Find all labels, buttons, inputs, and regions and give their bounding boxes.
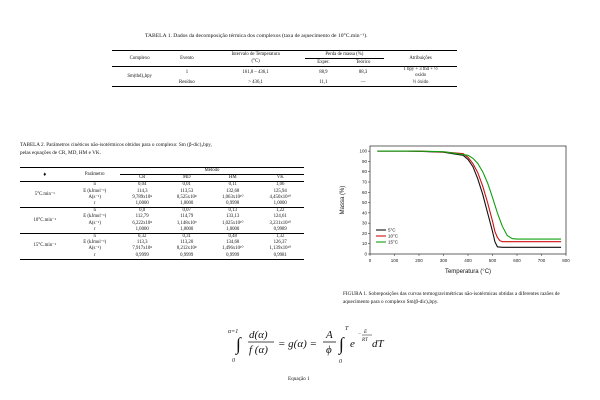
- t2-cell-vk: 4,450x10¹⁰: [269, 194, 291, 200]
- svg-text:−: −: [358, 332, 362, 337]
- t1-header-evento: Evento: [180, 55, 194, 61]
- x-axis-label: Temperatura (°C): [444, 269, 492, 275]
- t2-header-hm: HM: [228, 175, 237, 181]
- t1-header-teorico: Teórico: [355, 59, 371, 65]
- t2-cell-cr: 114,3: [136, 188, 148, 194]
- t2-cell-hm: 134,68: [226, 240, 240, 246]
- t1-header-complexo: Complexo: [129, 55, 150, 61]
- t2-cell-param: r: [93, 252, 96, 258]
- t2-cell-vk: 1,0000: [273, 201, 287, 207]
- t1-header-intervalo-unit: (°C): [251, 59, 260, 65]
- t1-header-perda: Perda de massa (%): [305, 51, 384, 59]
- y-tick-label: 0: [364, 251, 367, 257]
- svg-text:0: 0: [339, 359, 342, 365]
- y-tick-label: 80: [361, 169, 367, 175]
- t2-header-metodo: Método: [120, 168, 304, 175]
- t2-header-cr: CR: [138, 175, 146, 181]
- t1-cell-exper: 11,1: [319, 79, 328, 85]
- x-tick-label: 400: [464, 258, 472, 263]
- table2-caption-line1: TABELA 2. Parâmetros cinéticos não-isotérmicos obtidos para o complexo: Sm (β-dic)₃bpy,: [20, 142, 212, 148]
- series-line-2: [377, 151, 561, 239]
- x-tick-label: 200: [415, 258, 423, 263]
- legend-label-2: 15°C: [388, 239, 399, 245]
- table-row: [20, 182, 304, 189]
- t2-cell-hm: 0,9999: [226, 252, 240, 258]
- y-tick-label: 70: [361, 179, 367, 185]
- t2-cell-param: n: [93, 208, 96, 214]
- t2-cell-param: r: [93, 201, 96, 207]
- t2-cell-vk: 3,231x10¹⁰: [269, 220, 291, 226]
- t2-cell-cr: 1,0000: [135, 226, 149, 232]
- t2-header-vk: VK: [276, 175, 284, 181]
- t1-cell-evento: Resíduo: [179, 79, 195, 85]
- y-tick-label: 90: [361, 158, 367, 164]
- t2-cell-cr: 7,917x10⁸: [132, 246, 153, 252]
- t2-cell-cr: 112,79: [135, 214, 149, 220]
- y-axis-label: Massa (%): [340, 185, 346, 215]
- t2-cell-hm: 1,496x10¹⁰: [222, 246, 244, 252]
- t2-cell-cr: 1,0000: [135, 201, 149, 207]
- t2-cell-hm: 132,68: [226, 188, 240, 194]
- svg-text:α=1: α=1: [228, 329, 239, 335]
- t2-cell-md: 0,07: [182, 208, 191, 214]
- t2-header-parametro: Parâmetro: [84, 171, 105, 177]
- t2-cell-param: A(s⁻¹): [88, 246, 101, 252]
- t2-cell-hm: 1,0000: [226, 226, 240, 232]
- y-tick-label: 100: [359, 148, 367, 154]
- t2-cell-md: 1,0000: [180, 226, 194, 232]
- x-tick-label: 700: [537, 258, 546, 263]
- y-tick-label: 10: [361, 241, 367, 247]
- t2-cell-hm: 0,13: [228, 208, 237, 214]
- t1-header-intervalo: Intervalo de Temperatura: [231, 51, 280, 57]
- t2-group-label: 5°C.min⁻¹: [34, 191, 55, 197]
- svg-text:ϕ: ϕ: [326, 344, 332, 356]
- t2-cell-md: 0,9999: [180, 252, 194, 258]
- tga-chart-svg: [334, 140, 578, 285]
- t2-cell-param: n: [93, 233, 96, 239]
- table1-caption: TABELA 1. Dados da decomposição térmica dos complexos (taxa de aquecimento de 10°C.min⁻¹).: [145, 33, 368, 39]
- t1-cell-intervalo: 161,8 – 436,1: [242, 70, 269, 75]
- t1-atrib-line2: oxido: [415, 73, 427, 78]
- t1-cell-complexo: Sm(thd)₃bpy: [127, 73, 152, 79]
- t2-cell-vk: 0,9981: [273, 252, 287, 258]
- t2-cell-hm: 1,063x10¹⁰: [222, 194, 244, 200]
- svg-text:d(α): d(α): [249, 329, 268, 341]
- t2-cell-vk: 1,06: [276, 182, 285, 188]
- x-tick-label: 100: [390, 258, 399, 263]
- table-row: [20, 208, 304, 215]
- equation-label: Equação 1: [288, 376, 310, 382]
- y-tick-label: 50: [361, 200, 367, 206]
- t1-cell-atrib: [384, 67, 457, 80]
- t2-cell-hm: 0,48: [228, 233, 237, 239]
- series-line-0: [377, 151, 561, 247]
- x-tick-label: 500: [488, 258, 497, 263]
- t2-cell-cr: 0,32: [137, 233, 147, 239]
- t2-cell-hm: 1,025x10¹⁰: [222, 220, 244, 226]
- svg-text:RT: RT: [362, 338, 368, 343]
- t1-cell-teorico: —: [360, 79, 366, 85]
- t2-cell-vk: 125,94: [273, 188, 287, 194]
- t2-cell-md: 0,31: [182, 233, 191, 239]
- t2-cell-cr: 0,0: [139, 208, 146, 214]
- t2-cell-md: 1,0000: [180, 201, 194, 207]
- table2-caption: [20, 141, 305, 157]
- series-line-1: [377, 151, 561, 242]
- t2-cell-md: 8,212x10⁸: [176, 246, 197, 252]
- t2-cell-param: E (kJmol⁻¹): [83, 188, 107, 194]
- svg-text:∫: ∫: [236, 334, 241, 354]
- t2-cell-hm: 0,9998: [226, 201, 240, 207]
- t2-cell-hm: 0,11: [228, 182, 237, 188]
- t1-cell-teorico: 88,3: [358, 70, 368, 75]
- y-tick-label: 30: [361, 220, 367, 226]
- x-tick-label: 0: [368, 258, 372, 263]
- diamond-icon: ♦: [43, 171, 47, 178]
- x-tick-label: 300: [439, 258, 448, 263]
- t2-cell-cr: 6,222x10⁸: [132, 220, 153, 226]
- y-tick-label: 40: [361, 210, 367, 216]
- t1-header-exper: Exper.: [317, 59, 330, 65]
- table-row: [112, 67, 457, 80]
- svg-text:∫: ∫: [339, 334, 344, 354]
- t2-cell-param: E (kJmol⁻¹): [83, 214, 107, 220]
- figure1-caption: FIGURA 1. Sobreposições das curvas termogravimétricas não-isotérmicas obtidas a diferentes razões de aquecimento para o complexo Sm(β-dic)₃bpy.: [343, 291, 560, 305]
- t2-cell-md: 0,01: [182, 182, 191, 188]
- y-tick-label: 60: [361, 189, 367, 195]
- svg-text:A: A: [326, 329, 333, 341]
- table2-caption-line2: pelas equações de CR, MD, HM e VK.: [20, 150, 101, 156]
- t2-cell-md: 8,525x10⁸: [176, 194, 197, 200]
- t2-cell-md: 113,53: [180, 188, 194, 194]
- x-tick-label: 800: [562, 258, 570, 263]
- t1-cell-atrib: ½ óxido: [412, 79, 429, 85]
- svg-text:e: e: [350, 338, 355, 350]
- t1-cell-evento: 1: [185, 70, 189, 75]
- t1-atrib-line1: 1 bpy + 3 thd + ½: [403, 67, 438, 72]
- t2-cell-vk: 124,61: [273, 214, 287, 220]
- t2-group-label: 15°C.min⁻¹: [33, 243, 57, 249]
- t2-cell-vk: 1,32: [276, 233, 285, 239]
- svg-text:E: E: [364, 330, 368, 335]
- t1-cell-exper: 88,9: [319, 70, 328, 75]
- y-tick-label: 20: [361, 230, 367, 236]
- tga-chart: [334, 140, 578, 285]
- plot-frame: [370, 146, 566, 254]
- table-row: [20, 233, 304, 240]
- table1: [112, 50, 457, 87]
- legend-label-1: 10°C: [388, 233, 399, 239]
- svg-text:= g(α) =: = g(α) =: [278, 338, 317, 350]
- t2-cell-cr: 113,3: [136, 240, 148, 246]
- legend-label-0: 5°C: [388, 227, 396, 233]
- t2-cell-md: 113,20: [180, 240, 194, 246]
- svg-text:T: T: [345, 326, 349, 332]
- t2-cell-cr: 0,04: [137, 182, 147, 188]
- t2-cell-vk: 0,9989: [273, 226, 287, 232]
- kinetic-equation: [222, 320, 392, 368]
- t2-cell-param: A(s⁻¹): [88, 220, 101, 226]
- t2-cell-param: E (kJmol⁻¹): [83, 240, 107, 246]
- t2-cell-cr: 9,789x10⁸: [132, 194, 153, 200]
- t2-cell-md: 114,79: [180, 214, 194, 220]
- t2-cell-vk: 1,22: [276, 208, 285, 214]
- svg-text:0: 0: [232, 358, 235, 364]
- t2-header-md: MD: [182, 175, 191, 181]
- t2-cell-vk: 1,139x10¹⁰: [269, 246, 291, 252]
- svg-text:f (α): f (α): [249, 344, 268, 356]
- t2-cell-param: n: [93, 182, 96, 188]
- t2-cell-cr: 0,9999: [135, 252, 149, 258]
- t2-cell-param: r: [93, 226, 96, 232]
- t2-cell-md: 1,148x10⁹: [176, 220, 197, 226]
- t2-cell-hm: 133,13: [226, 214, 240, 220]
- t1-cell-intervalo: > 436,1: [248, 79, 263, 85]
- table2: [20, 167, 304, 260]
- t2-cell-param: A(s⁻¹): [88, 194, 101, 200]
- svg-text:dT: dT: [372, 338, 384, 350]
- x-tick-label: 600: [513, 258, 521, 263]
- t2-group-label: 10°C.min⁻¹: [33, 217, 57, 223]
- t2-cell-vk: 126,37: [273, 240, 287, 246]
- t1-header-atribuicoes: Atribuições: [409, 55, 432, 61]
